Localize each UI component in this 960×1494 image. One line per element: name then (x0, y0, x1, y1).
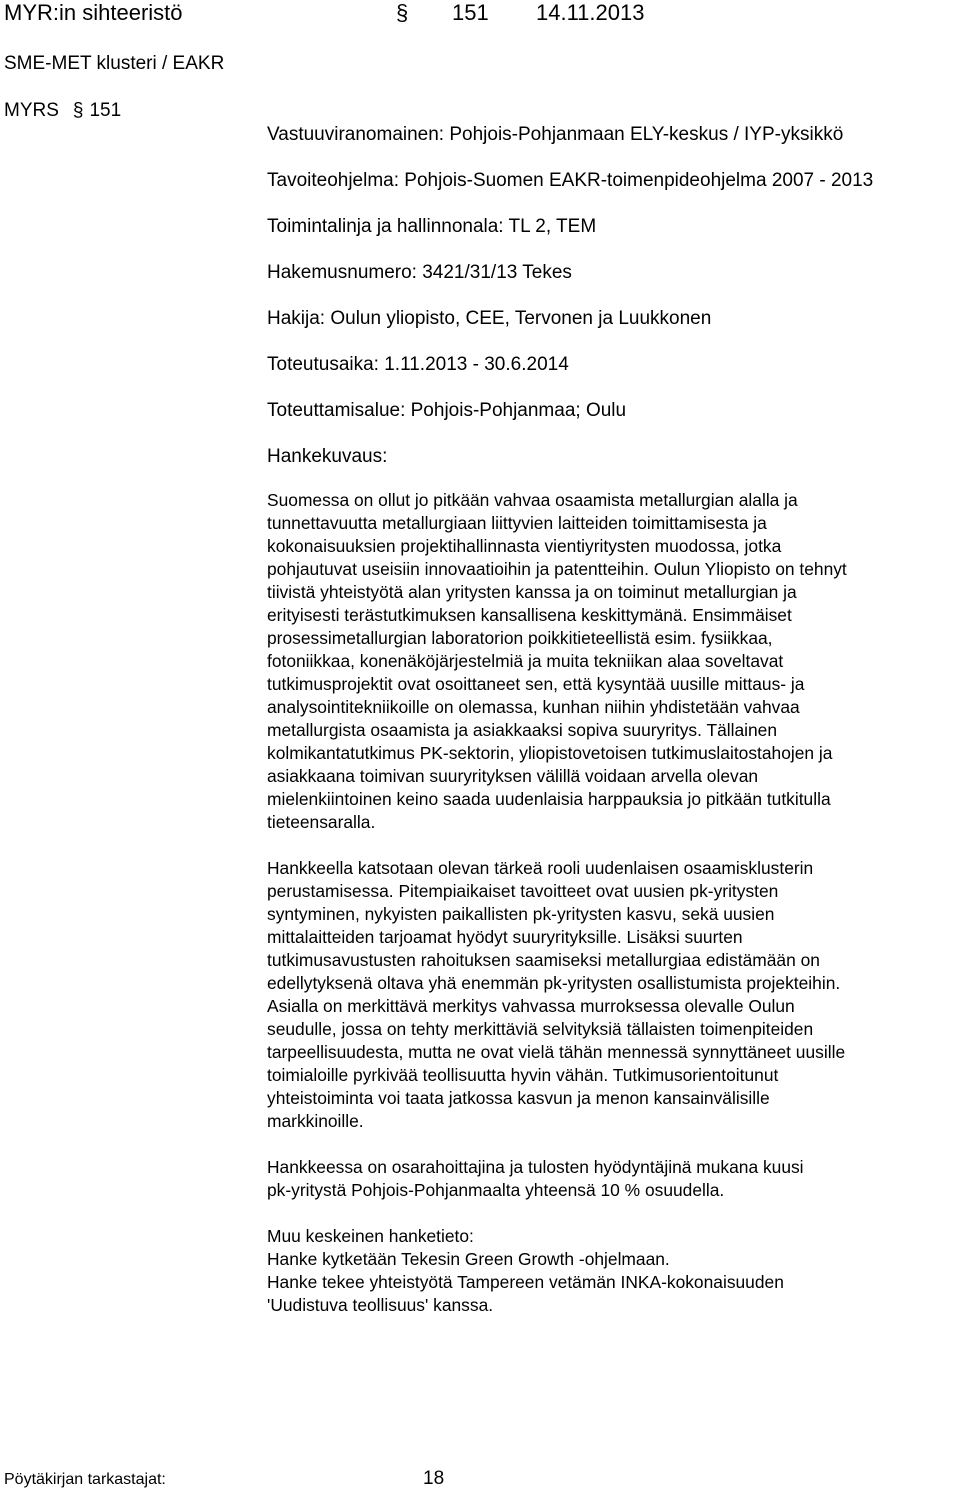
text-line: Hankkeella katsotaan olevan tärkeä rooli uudenlaisen osaamisklusterin (267, 858, 814, 878)
text-line: pohjautuvat useisiin innovaatioihin ja patentteihin. Oulun Yliopisto on tehnyt (267, 559, 847, 579)
text-line: syntyminen, nykyisten paikallisten pk-yritysten kasvu, sekä uusien (267, 904, 775, 924)
text-line: markkinoille. (267, 1111, 364, 1131)
footer-page-number: 18 (423, 1468, 445, 1489)
text-line: asiakkaana toimivan suuryrityksen välillä voidaan arvella olevan (267, 766, 759, 786)
header-title: MYR:in sihteeristö (4, 0, 183, 25)
text-line: Asialla on merkittävä merkitys vahvassa murroksessa olevalle Oulun (267, 996, 795, 1016)
text-line: Hanke kytketään Tekesin Green Growth -ohjelmaan. (267, 1249, 670, 1269)
text-line: fotoniikkaa, konenäköjärjestelmiä ja muita tekniikan alaa soveltavat (267, 651, 784, 671)
text-line: erityisesti terästutkimuksen kansallisena keskittymänä. Ensimmäiset (267, 605, 792, 625)
text-line: tiivistä yhteistyötä alan yritysten kanssa ja on toiminut metallurgian ja (267, 582, 797, 602)
text-line: seudulle, jossa on tehty merkittäviä selvityksiä tällaisten toimenpiteiden (267, 1019, 814, 1039)
text-line: perustamisessa. Pitempiaikaiset tavoitteet ovat uusien pk-yritysten (267, 881, 779, 901)
footer-reviewers-label: Pöytäkirjan tarkastajat: (4, 1471, 166, 1488)
text-line: analysointitekniikoille on olemassa, kunhan niihin yhdistetään vahvaa (267, 697, 800, 717)
text-line: pk-yritystä Pohjois-Pohjanmaalta yhteensä 10 % osuudella. (267, 1180, 725, 1200)
header-number: 151 (452, 0, 489, 25)
myrs-reference (4, 100, 121, 122)
text-line: kolmikantatutkimus PK-sektorin, yliopistovetoisen tutkimuslaitostahojen ja (267, 743, 833, 763)
meta-applicant: Hakija: Oulun yliopisto, CEE, Tervonen ja Luukkonen (267, 308, 712, 329)
text-line: edellytyksenä oltava yhä enemmän pk-yritysten osallistumista projekteihin. (267, 973, 841, 993)
myrs-number: 151 (89, 100, 122, 121)
text-line: kokonaisuuksien projektihallinnasta vientiyritysten muodossa, jotka (267, 536, 782, 556)
text-line: Suomessa on ollut jo pitkään vahvaa osaamista metallurgian alalla ja (267, 490, 798, 510)
myrs-section-sign: § (72, 100, 84, 121)
cluster-title: SME-MET klusteri / EAKR (4, 53, 225, 74)
meta-target-programme: Tavoiteohjelma: Pohjois-Suomen EAKR-toimenpideohjelma 2007 - 2013 (267, 170, 874, 191)
text-line: tieteensaralla. (267, 812, 376, 832)
text-line: mittalaitteiden tarjoamat hyödyt suuryrityksille. Lisäksi suurten (267, 927, 743, 947)
text-line: tunnettavuutta metallurgiaan liittyvien laitteiden toimittamisesta ja (267, 513, 767, 533)
text-line: Hanke tekee yhteistyötä Tampereen vetämän INKA-kokonaisuuden (267, 1272, 784, 1292)
text-line: yhteistoiminta voi taata jatkossa kasvun ja menon kansainvälisille (267, 1088, 770, 1108)
meta-application-number: Hakemusnumero: 3421/31/13 Tekes (267, 262, 572, 283)
paragraph-other-info (267, 1225, 947, 1317)
meta-responsible-authority: Vastuuviranomainen: Pohjois-Pohjanmaan ELY-keskus / IYP-yksikkö (267, 124, 844, 145)
paragraph-background (267, 489, 947, 834)
text-line: Hankkeessa on osarahoittajina ja tulosten hyödyntäjinä mukana kuusi (267, 1157, 804, 1177)
text-line: metallurgista osaamista ja asiakkaaksi sopiva suuryritys. Tällainen (267, 720, 778, 740)
text-line: tarpeellisuudesta, mutta ne ovat vielä tähän mennessä synnyttäneet uusille (267, 1042, 846, 1062)
text-line: 'Uudistuva teollisuus' kanssa. (267, 1295, 494, 1315)
header-section-sign: § (396, 0, 409, 25)
meta-action-line: Toimintalinja ja hallinnonala: TL 2, TEM (267, 216, 597, 237)
meta-project-description-label: Hankekuvaus: (267, 446, 388, 467)
text-line: Muu keskeinen hanketieto: (267, 1226, 474, 1246)
text-line: prosessimetallurgian laboratorion poikkitieteellistä esim. fysiikkaa, (267, 628, 773, 648)
paragraph-cofunding (267, 1156, 947, 1202)
text-line: tutkimusavustusten rahoituksen saamiseksi metallurgiaa edistämään on (267, 950, 820, 970)
meta-implementation-period: Toteutusaika: 1.11.2013 - 30.6.2014 (267, 354, 569, 375)
text-line: mielenkiintoinen keino saada uudenlaisia harppauksia jo pitkään tutkitulla (267, 789, 831, 809)
text-line: tutkimusprojektit ovat osoittaneet sen, että kysyntää uusille mittaus- ja (267, 674, 805, 694)
text-line: toimialoille pyrkivää teollisuutta hyvin vähän. Tutkimusorientoitunut (267, 1065, 779, 1085)
myrs-label: MYRS (4, 100, 59, 121)
meta-implementation-area: Toteuttamisalue: Pohjois-Pohjanmaa; Oulu (267, 400, 627, 421)
header-date: 14.11.2013 (536, 0, 645, 25)
paragraph-objectives (267, 857, 947, 1133)
